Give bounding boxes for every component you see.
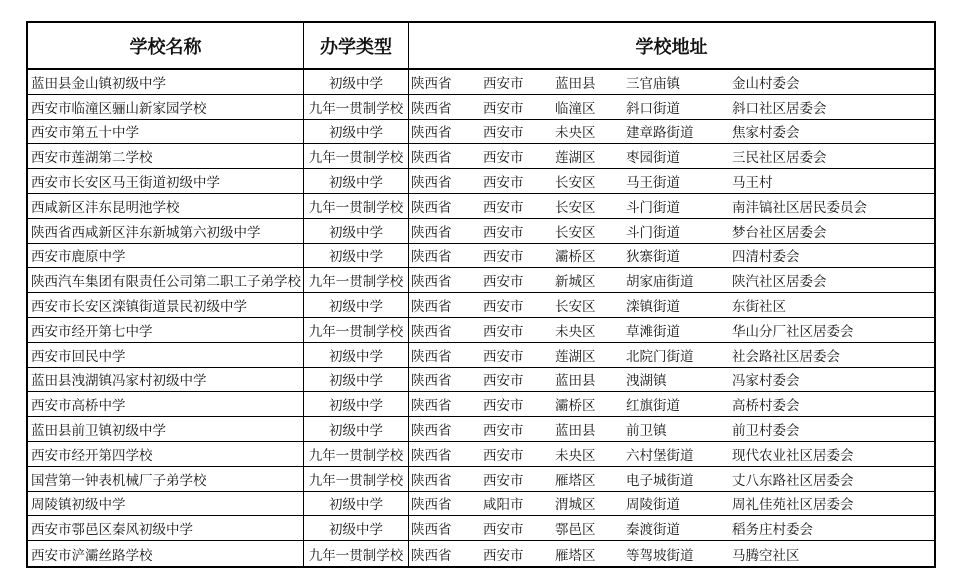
address-province: 陕西省 bbox=[411, 100, 452, 117]
address-district: 雁塔区 bbox=[555, 547, 596, 564]
school-address-cell bbox=[409, 467, 934, 491]
address-district: 莲湖区 bbox=[555, 150, 596, 167]
table-row bbox=[28, 194, 934, 219]
school-address-cell bbox=[409, 219, 934, 243]
table-row bbox=[28, 467, 934, 492]
address-district: 临潼区 bbox=[555, 100, 596, 117]
school-address-cell bbox=[409, 492, 934, 516]
table-row bbox=[28, 293, 934, 318]
address-town: 枣园街道 bbox=[626, 150, 680, 167]
address-village: 南沣镐社区居民委员会 bbox=[732, 199, 867, 216]
address-province: 陕西省 bbox=[411, 249, 452, 266]
table-row bbox=[28, 244, 934, 269]
address-city: 西安市 bbox=[483, 472, 524, 489]
address-town: 胡家庙街道 bbox=[626, 274, 694, 291]
address-village: 周礼佳苑社区居委会 bbox=[732, 497, 854, 514]
address-town: 洩湖镇 bbox=[626, 373, 667, 390]
address-province: 陕西省 bbox=[411, 199, 452, 216]
address-town: 红旗街道 bbox=[626, 398, 680, 415]
address-province: 陕西省 bbox=[411, 423, 452, 440]
school-type-cell: 初级中学 bbox=[304, 392, 409, 416]
school-address-cell bbox=[409, 268, 934, 292]
address-province: 陕西省 bbox=[411, 497, 452, 514]
address-city: 西安市 bbox=[483, 522, 524, 539]
address-province: 陕西省 bbox=[411, 522, 452, 539]
school-address-cell bbox=[409, 95, 934, 119]
school-name-cell: 陕西汽车集团有限责任公司第二职工子弟学校 bbox=[28, 268, 304, 292]
address-village: 前卫村委会 bbox=[732, 423, 800, 440]
address-district: 长安区 bbox=[555, 299, 596, 316]
table-body bbox=[28, 70, 934, 566]
school-address-cell bbox=[409, 120, 934, 144]
address-province: 陕西省 bbox=[411, 348, 452, 365]
address-province: 陕西省 bbox=[411, 323, 452, 340]
address-city: 西安市 bbox=[483, 274, 524, 291]
school-name-cell: 西安市鄠邑区秦风初级中学 bbox=[28, 516, 304, 540]
school-type-cell: 九年一贯制学校 bbox=[304, 467, 409, 491]
school-name-cell: 西安市经开第四学校 bbox=[28, 442, 304, 466]
address-city: 西安市 bbox=[483, 100, 524, 117]
address-city: 西安市 bbox=[483, 75, 524, 92]
address-city: 咸阳市 bbox=[483, 497, 524, 514]
address-district: 灞桥区 bbox=[555, 398, 596, 415]
address-province: 陕西省 bbox=[411, 150, 452, 167]
address-village: 马腾空社区 bbox=[732, 547, 800, 564]
address-village: 丈八东路社区居委会 bbox=[732, 472, 854, 489]
address-village: 高桥村委会 bbox=[732, 398, 800, 415]
table-row bbox=[28, 70, 934, 95]
school-type-cell: 九年一贯制学校 bbox=[304, 194, 409, 218]
school-address-cell bbox=[409, 144, 934, 168]
school-address-cell bbox=[409, 541, 934, 566]
school-name-cell: 国营第一钟表机械厂子弟学校 bbox=[28, 467, 304, 491]
school-type-cell: 九年一贯制学校 bbox=[304, 318, 409, 342]
address-town: 狄寨街道 bbox=[626, 249, 680, 266]
address-village: 三民社区居委会 bbox=[732, 150, 827, 167]
table-row bbox=[28, 95, 934, 120]
address-district: 未央区 bbox=[555, 447, 596, 464]
table-row bbox=[28, 169, 934, 194]
school-type-cell: 初级中学 bbox=[304, 417, 409, 441]
school-name-cell: 西安市浐灞丝路学校 bbox=[28, 541, 304, 566]
address-town: 周陵街道 bbox=[626, 497, 680, 514]
table-row bbox=[28, 392, 934, 417]
school-name-cell: 西安市莲湖第二学校 bbox=[28, 144, 304, 168]
table-row bbox=[28, 368, 934, 393]
address-province: 陕西省 bbox=[411, 398, 452, 415]
school-name-cell: 西咸新区沣东昆明池学校 bbox=[28, 194, 304, 218]
address-town: 建章路街道 bbox=[626, 125, 694, 142]
school-name-cell: 西安市经开第七中学 bbox=[28, 318, 304, 342]
table-row bbox=[28, 417, 934, 442]
school-type-cell: 初级中学 bbox=[304, 492, 409, 516]
table-row bbox=[28, 219, 934, 244]
address-district: 新城区 bbox=[555, 274, 596, 291]
address-town: 斗门街道 bbox=[626, 199, 680, 216]
address-city: 西安市 bbox=[483, 348, 524, 365]
address-province: 陕西省 bbox=[411, 175, 452, 192]
school-address-cell bbox=[409, 516, 934, 540]
address-town: 三官庙镇 bbox=[626, 75, 680, 92]
address-city: 西安市 bbox=[483, 447, 524, 464]
address-village: 东街社区 bbox=[732, 299, 786, 316]
address-province: 陕西省 bbox=[411, 274, 452, 291]
school-name-cell: 西安市第五十中学 bbox=[28, 120, 304, 144]
address-district: 长安区 bbox=[555, 175, 596, 192]
table-header bbox=[28, 23, 934, 70]
school-type-cell: 九年一贯制学校 bbox=[304, 144, 409, 168]
school-type-cell: 初级中学 bbox=[304, 516, 409, 540]
address-town: 前卫镇 bbox=[626, 423, 667, 440]
school-address-cell bbox=[409, 194, 934, 218]
school-address-cell bbox=[409, 318, 934, 342]
address-town: 六村堡街道 bbox=[626, 447, 694, 464]
table-row bbox=[28, 541, 934, 566]
school-address-cell bbox=[409, 169, 934, 193]
address-province: 陕西省 bbox=[411, 472, 452, 489]
school-name-cell: 西安市临潼区骊山新家园学校 bbox=[28, 95, 304, 119]
school-type-cell: 初级中学 bbox=[304, 343, 409, 367]
school-address-cell bbox=[409, 343, 934, 367]
address-district: 长安区 bbox=[555, 224, 596, 241]
school-type-cell: 初级中学 bbox=[304, 120, 409, 144]
school-type-cell: 初级中学 bbox=[304, 244, 409, 268]
address-village: 焦家村委会 bbox=[732, 125, 800, 142]
address-city: 西安市 bbox=[483, 125, 524, 142]
school-address-cell bbox=[409, 417, 934, 441]
address-district: 鄠邑区 bbox=[555, 522, 596, 539]
school-name-cell: 周陵镇初级中学 bbox=[28, 492, 304, 516]
school-type-cell: 九年一贯制学校 bbox=[304, 268, 409, 292]
table-row bbox=[28, 120, 934, 145]
address-province: 陕西省 bbox=[411, 547, 452, 564]
address-province: 陕西省 bbox=[411, 299, 452, 316]
table-row bbox=[28, 492, 934, 517]
address-village: 冯家村委会 bbox=[732, 373, 800, 390]
school-name-cell: 陕西省西咸新区沣东新城第六初级中学 bbox=[28, 219, 304, 243]
address-town: 滦镇街道 bbox=[626, 299, 680, 316]
address-district: 未央区 bbox=[555, 125, 596, 142]
address-district: 雁塔区 bbox=[555, 472, 596, 489]
address-village: 现代农业社区居委会 bbox=[732, 447, 854, 464]
address-village: 陕汽社区居委会 bbox=[732, 274, 827, 291]
header-school-type: 办学类型 bbox=[304, 23, 409, 68]
address-district: 蓝田县 bbox=[555, 373, 596, 390]
school-type-cell: 初级中学 bbox=[304, 293, 409, 317]
address-town: 斗门街道 bbox=[626, 224, 680, 241]
address-district: 长安区 bbox=[555, 199, 596, 216]
school-name-cell: 蓝田县洩湖镇冯家村初级中学 bbox=[28, 368, 304, 392]
school-name-cell: 蓝田县金山镇初级中学 bbox=[28, 70, 304, 94]
address-town: 电子城街道 bbox=[626, 472, 694, 489]
address-city: 西安市 bbox=[483, 323, 524, 340]
header-school-name: 学校名称 bbox=[28, 23, 304, 68]
school-address-cell bbox=[409, 70, 934, 94]
school-address-cell bbox=[409, 293, 934, 317]
school-type-cell: 初级中学 bbox=[304, 368, 409, 392]
address-province: 陕西省 bbox=[411, 373, 452, 390]
address-province: 陕西省 bbox=[411, 125, 452, 142]
address-town: 北院门街道 bbox=[626, 348, 694, 365]
address-city: 西安市 bbox=[483, 150, 524, 167]
school-type-cell: 九年一贯制学校 bbox=[304, 541, 409, 566]
school-type-cell: 初级中学 bbox=[304, 169, 409, 193]
address-province: 陕西省 bbox=[411, 224, 452, 241]
address-city: 西安市 bbox=[483, 373, 524, 390]
address-town: 草滩街道 bbox=[626, 323, 680, 340]
table-row bbox=[28, 442, 934, 467]
school-name-cell: 西安市鹿原中学 bbox=[28, 244, 304, 268]
address-town: 等驾坡街道 bbox=[626, 547, 694, 564]
school-type-cell: 初级中学 bbox=[304, 219, 409, 243]
address-city: 西安市 bbox=[483, 199, 524, 216]
school-name-cell: 西安市长安区马王街道初级中学 bbox=[28, 169, 304, 193]
address-district: 灞桥区 bbox=[555, 249, 596, 266]
address-village: 斜口社区居委会 bbox=[732, 100, 827, 117]
address-district: 蓝田县 bbox=[555, 423, 596, 440]
address-city: 西安市 bbox=[483, 299, 524, 316]
school-name-cell: 蓝田县前卫镇初级中学 bbox=[28, 417, 304, 441]
school-type-cell: 九年一贯制学校 bbox=[304, 442, 409, 466]
address-town: 秦渡街道 bbox=[626, 522, 680, 539]
address-village: 金山村委会 bbox=[732, 75, 800, 92]
table-row bbox=[28, 516, 934, 541]
school-address-cell bbox=[409, 368, 934, 392]
school-name-cell: 西安市长安区滦镇街道景民初级中学 bbox=[28, 293, 304, 317]
table-row bbox=[28, 144, 934, 169]
address-village: 稻务庄村委会 bbox=[732, 522, 813, 539]
address-village: 四清村委会 bbox=[732, 249, 800, 266]
address-province: 陕西省 bbox=[411, 447, 452, 464]
address-district: 蓝田县 bbox=[555, 75, 596, 92]
school-table bbox=[26, 21, 936, 568]
address-city: 西安市 bbox=[483, 175, 524, 192]
address-district: 渭城区 bbox=[555, 497, 596, 514]
address-city: 西安市 bbox=[483, 398, 524, 415]
address-village: 社会路社区居委会 bbox=[732, 348, 840, 365]
address-village: 梦台社区居委会 bbox=[732, 224, 827, 241]
school-address-cell bbox=[409, 442, 934, 466]
school-name-cell: 西安市回民中学 bbox=[28, 343, 304, 367]
table-row bbox=[28, 318, 934, 343]
school-address-cell bbox=[409, 392, 934, 416]
address-city: 西安市 bbox=[483, 547, 524, 564]
address-city: 西安市 bbox=[483, 224, 524, 241]
address-town: 斜口街道 bbox=[626, 100, 680, 117]
address-village: 华山分厂社区居委会 bbox=[732, 323, 854, 340]
header-school-address: 学校地址 bbox=[635, 36, 708, 58]
school-address-cell bbox=[409, 244, 934, 268]
address-district: 未央区 bbox=[555, 323, 596, 340]
address-city: 西安市 bbox=[483, 249, 524, 266]
address-city: 西安市 bbox=[483, 423, 524, 440]
school-type-cell: 初级中学 bbox=[304, 70, 409, 94]
address-town: 马王街道 bbox=[626, 175, 680, 192]
address-province: 陕西省 bbox=[411, 75, 452, 92]
school-type-cell: 九年一贯制学校 bbox=[304, 95, 409, 119]
address-district: 莲湖区 bbox=[555, 348, 596, 365]
address-village: 马王村 bbox=[732, 175, 773, 192]
table-row bbox=[28, 268, 934, 293]
table-row bbox=[28, 343, 934, 368]
school-name-cell: 西安市高桥中学 bbox=[28, 392, 304, 416]
